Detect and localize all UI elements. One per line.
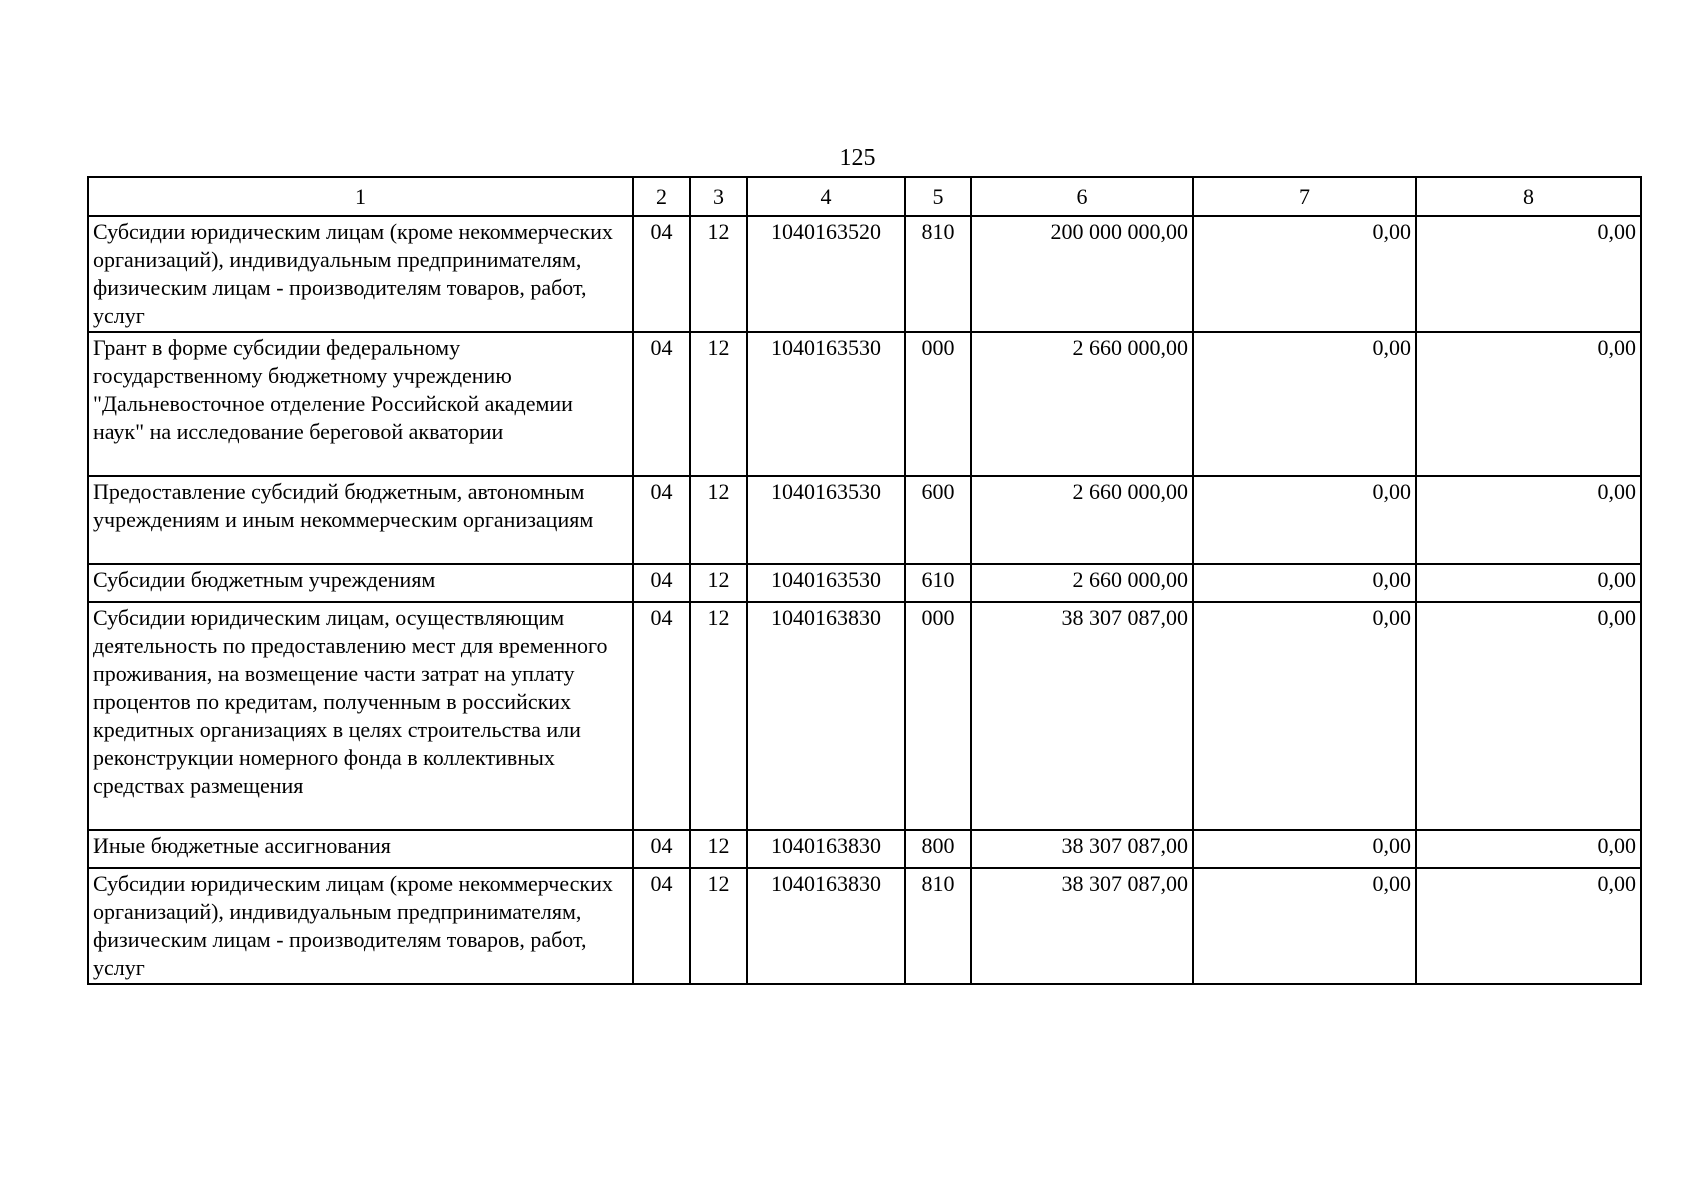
row-amount-6: 38 307 087,00 <box>971 830 1193 868</box>
row-subsection: 12 <box>690 476 747 564</box>
column-header-4: 4 <box>747 177 905 216</box>
row-amount-6: 2 660 000,00 <box>971 476 1193 564</box>
row-name: Иные бюджетные ассигнования <box>88 830 633 868</box>
row-expense-type: 000 <box>905 332 971 476</box>
row-subsection: 12 <box>690 830 747 868</box>
row-target-article: 1040163830 <box>747 830 905 868</box>
row-amount-7: 0,00 <box>1193 216 1416 332</box>
row-target-article: 1040163520 <box>747 216 905 332</box>
table-row <box>88 830 1641 868</box>
table-row <box>88 564 1641 602</box>
row-subsection: 12 <box>690 216 747 332</box>
column-header-7: 7 <box>1193 177 1416 216</box>
header-row <box>88 177 1641 216</box>
page-number: 125 <box>839 145 876 171</box>
row-amount-6: 38 307 087,00 <box>971 868 1193 984</box>
table-row <box>88 216 1641 332</box>
row-amount-7: 0,00 <box>1193 476 1416 564</box>
row-expense-type: 800 <box>905 830 971 868</box>
row-amount-6: 2 660 000,00 <box>971 564 1193 602</box>
row-amount-7: 0,00 <box>1193 602 1416 830</box>
table-row <box>88 868 1641 984</box>
row-name: Субсидии юридическим лицам (кроме некоммерческих организаций), индивидуальным предпринимателям, физическим лицам - производителям товаров, работ, услуг <box>88 868 633 984</box>
row-amount-6: 38 307 087,00 <box>971 602 1193 830</box>
row-section: 04 <box>633 216 690 332</box>
row-amount-7: 0,00 <box>1193 868 1416 984</box>
row-name: Грант в форме субсидии федеральному государственному бюджетному учреждению "Дальневосточное отделение Российской академии наук" на исследование береговой акватории <box>88 332 633 476</box>
row-amount-7: 0,00 <box>1193 564 1416 602</box>
row-name: Предоставление субсидий бюджетным, автономным учреждениям и иным некоммерческим организациям <box>88 476 633 564</box>
row-section: 04 <box>633 476 690 564</box>
row-amount-8: 0,00 <box>1416 830 1641 868</box>
row-section: 04 <box>633 332 690 476</box>
row-expense-type: 610 <box>905 564 971 602</box>
row-name: Субсидии бюджетным учреждениям <box>88 564 633 602</box>
row-name: Субсидии юридическим лицам (кроме некоммерческих организаций), индивидуальным предпринимателям, физическим лицам - производителям товаров, работ, услуг <box>88 216 633 332</box>
table-row <box>88 476 1641 564</box>
row-target-article: 1040163530 <box>747 332 905 476</box>
column-header-6: 6 <box>971 177 1193 216</box>
row-subsection: 12 <box>690 868 747 984</box>
row-subsection: 12 <box>690 332 747 476</box>
row-subsection: 12 <box>690 602 747 830</box>
row-expense-type: 600 <box>905 476 971 564</box>
column-header-3: 3 <box>690 177 747 216</box>
row-target-article: 1040163830 <box>747 602 905 830</box>
row-name: Субсидии юридическим лицам, осуществляющим деятельность по предоставлению мест для временного проживания, на возмещение части затрат на уплату процентов по кредитам, полученным в российских кредитных организациях в целях строительства или реконструкции номерного фонда в коллективных средствах размещения <box>88 602 633 830</box>
budget-table <box>87 176 1642 985</box>
row-expense-type: 810 <box>905 216 971 332</box>
row-section: 04 <box>633 564 690 602</box>
row-amount-8: 0,00 <box>1416 602 1641 830</box>
row-amount-6: 2 660 000,00 <box>971 332 1193 476</box>
row-subsection: 12 <box>690 564 747 602</box>
row-section: 04 <box>633 868 690 984</box>
row-expense-type: 810 <box>905 868 971 984</box>
row-amount-8: 0,00 <box>1416 216 1641 332</box>
column-header-2: 2 <box>633 177 690 216</box>
row-amount-8: 0,00 <box>1416 332 1641 476</box>
table-row <box>88 602 1641 830</box>
row-amount-7: 0,00 <box>1193 332 1416 476</box>
row-target-article: 1040163830 <box>747 868 905 984</box>
row-expense-type: 000 <box>905 602 971 830</box>
row-amount-6: 200 000 000,00 <box>971 216 1193 332</box>
row-amount-8: 0,00 <box>1416 868 1641 984</box>
row-target-article: 1040163530 <box>747 564 905 602</box>
column-header-8: 8 <box>1416 177 1641 216</box>
row-amount-7: 0,00 <box>1193 830 1416 868</box>
row-section: 04 <box>633 830 690 868</box>
table-row <box>88 332 1641 476</box>
row-amount-8: 0,00 <box>1416 564 1641 602</box>
row-amount-8: 0,00 <box>1416 476 1641 564</box>
column-header-5: 5 <box>905 177 971 216</box>
row-target-article: 1040163530 <box>747 476 905 564</box>
row-section: 04 <box>633 602 690 830</box>
column-header-1: 1 <box>88 177 633 216</box>
